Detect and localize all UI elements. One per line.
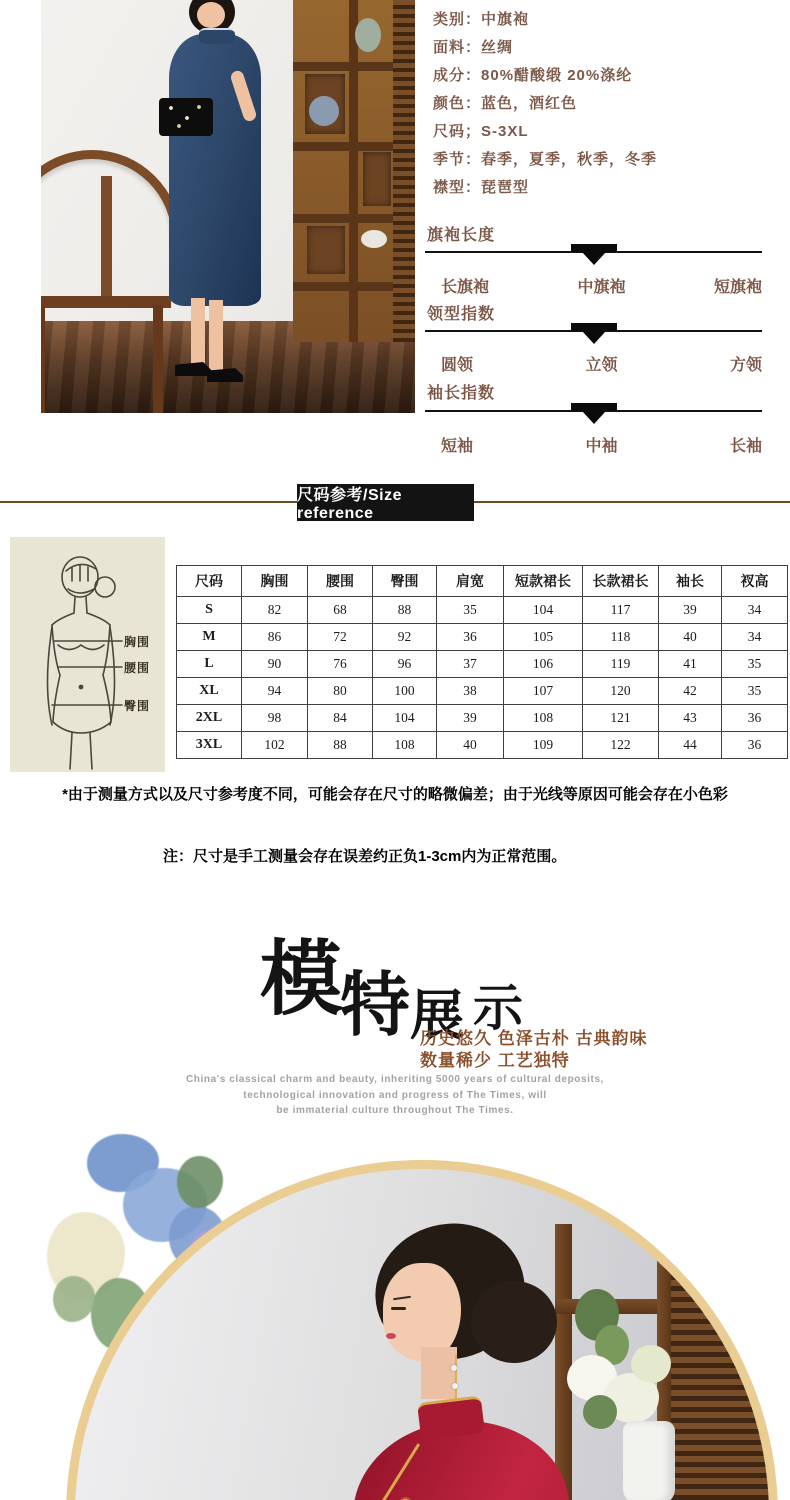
table-cell: 43: [659, 705, 722, 732]
english-line: technological innovation and progress of The Times, will: [243, 1089, 547, 1101]
model-eye: [391, 1307, 406, 1310]
table-cell: 40: [659, 624, 722, 651]
table-cell: 86: [242, 624, 308, 651]
table-cell: 41: [659, 651, 722, 678]
shelf-opening: [307, 226, 345, 274]
model-face: [197, 2, 225, 28]
slider-marker-arrow-icon: [582, 331, 606, 344]
table-cell: 108: [373, 732, 437, 759]
header-cell: 臀围: [373, 566, 437, 597]
table-cell: 90: [242, 651, 308, 678]
size-chart-table: [176, 565, 788, 759]
table-cell: 84: [308, 705, 373, 732]
table-cell: 92: [373, 624, 437, 651]
shelf-bar: [349, 0, 358, 342]
subtitle-line-1: 历史悠久 色泽古朴 古典韵味: [420, 1029, 648, 1048]
mandarin-collar: [417, 1395, 485, 1441]
slider-option-selected: 中袖: [585, 438, 618, 455]
slider-option-selected: 中旗袍: [577, 279, 626, 296]
figure-label-waist: 腰围: [124, 661, 151, 675]
table-cell: 120: [583, 678, 659, 705]
slider-marker-arrow-icon: [582, 252, 606, 265]
model-leg: [209, 300, 223, 370]
slider-marker: [571, 244, 617, 252]
chair-splat: [101, 176, 112, 304]
calligraphy-char-te: 特: [340, 963, 410, 1046]
table-cell: 104: [373, 705, 437, 732]
black-floral-clutch: [159, 98, 213, 136]
table-cell: 82: [242, 597, 308, 624]
slider-marker: [571, 323, 617, 331]
table-cell: 3XL: [177, 732, 242, 759]
table-cell: 94: [242, 678, 308, 705]
table-cell: 72: [308, 624, 373, 651]
flower-leaves: [583, 1395, 617, 1429]
table-cell: 108: [504, 705, 583, 732]
leaf-blob: [53, 1276, 95, 1322]
slider-track-sleeve: [425, 410, 762, 412]
table-cell: 96: [373, 651, 437, 678]
table-cell: 117: [583, 597, 659, 624]
lattice-panel: [671, 1269, 778, 1500]
table-cell: XL: [177, 678, 242, 705]
gourd-vase: [355, 18, 381, 52]
slider-option: 短袖: [441, 438, 474, 455]
table-cell: 109: [504, 732, 583, 759]
measurement-tolerance-note: 注：尺寸是手工测量会存在误差约正负1-3cm内为正常范围。: [163, 848, 567, 865]
table-cell: 76: [308, 651, 373, 678]
slider-option: 长旗袍: [441, 279, 490, 296]
chair-seat: [41, 296, 171, 308]
product-photo-blue-qipao: [41, 0, 415, 413]
model-neck: [421, 1347, 457, 1399]
table-cell: 68: [308, 597, 373, 624]
model-leg: [191, 298, 205, 370]
table-cell: 107: [504, 678, 583, 705]
english-description: [100, 1072, 690, 1119]
attr-fabric: 面料：丝绸: [433, 39, 514, 56]
table-row: [177, 732, 788, 759]
table-cell: 106: [504, 651, 583, 678]
lattice-panel: [393, 0, 415, 342]
slider-option-selected: 立领: [585, 357, 618, 374]
measurement-disclaimer: *由于测量方式以及尺寸参考度不同，可能会存在尺寸的略微偏差；由于光线等原因可能会存在小色彩: [62, 786, 728, 803]
size-reference-banner: 尺码参考/Size reference: [297, 484, 474, 521]
table-cell: 100: [373, 678, 437, 705]
calligraphy-char-shi: 示: [473, 978, 523, 1037]
table-header-row: [177, 566, 788, 597]
figure-label-hip: 臀围: [124, 699, 151, 713]
qipao-collar: [199, 28, 235, 44]
attr-placket: 襟型：琵琶型: [433, 179, 530, 196]
table-cell: 105: [504, 624, 583, 651]
table-cell: 35: [722, 651, 788, 678]
table-cell: 39: [659, 597, 722, 624]
english-line: China's classical charm and beauty, inheriting 5000 years of cultural deposits,: [185, 1074, 605, 1085]
slider-track-length: [425, 251, 762, 253]
calligraphy-char-zhan: 展: [410, 983, 464, 1047]
model-hair-bun: [471, 1281, 557, 1363]
attr-season: 季节：春季，夏季，秋季，冬季: [433, 151, 658, 168]
header-cell: 胸围: [242, 566, 308, 597]
white-vase: [623, 1421, 675, 1500]
table-cell: 102: [242, 732, 308, 759]
body-sketch-drawing: [10, 537, 165, 772]
header-cell: 尺码: [177, 566, 242, 597]
earring-pearl: [452, 1383, 458, 1389]
table-row: [177, 624, 788, 651]
table-cell: 36: [437, 624, 504, 651]
measurement-figure-sketch: [10, 537, 165, 772]
slider-labels-sleeve: [425, 433, 762, 456]
table-cell: 36: [722, 732, 788, 759]
attr-category: 类别：中旗袍: [433, 11, 530, 28]
table-cell: 98: [242, 705, 308, 732]
table-cell: 42: [659, 678, 722, 705]
header-cell: 长款裙长: [583, 566, 659, 597]
model-lips: [386, 1333, 396, 1339]
table-cell: 88: [308, 732, 373, 759]
chair-leg: [41, 305, 45, 413]
table-cell: 34: [722, 597, 788, 624]
figure-label-bust: 胸围: [124, 635, 151, 649]
table-cell: 35: [437, 597, 504, 624]
slider-option: 短旗袍: [713, 279, 762, 296]
slider-labels-collar: [425, 352, 762, 375]
navy-qipao-dress: [169, 34, 261, 306]
slider-option: 方领: [729, 357, 762, 374]
subtitle-line-2: 数量稀少 工艺独特: [420, 1051, 570, 1070]
slider-marker-arrow-icon: [582, 411, 606, 424]
table-cell: 104: [504, 597, 583, 624]
table-cell: 34: [722, 624, 788, 651]
table-cell: L: [177, 651, 242, 678]
earring-pearl: [451, 1365, 457, 1371]
table-cell: 121: [583, 705, 659, 732]
attr-size: 尺码；S-3XL: [433, 123, 529, 140]
slider-track-collar: [425, 330, 762, 332]
header-cell: 腰围: [308, 566, 373, 597]
table-cell: 2XL: [177, 705, 242, 732]
table-cell: 39: [437, 705, 504, 732]
shelf-post: [555, 1224, 572, 1500]
table-cell: 122: [583, 732, 659, 759]
table-row: [177, 678, 788, 705]
table-cell: 35: [722, 678, 788, 705]
table-cell: 119: [583, 651, 659, 678]
table-row: [177, 597, 788, 624]
slider-option: 圆领: [441, 357, 474, 374]
table-cell: M: [177, 624, 242, 651]
header-cell: 肩宽: [437, 566, 504, 597]
slider-title-collar: 领型指数: [427, 306, 496, 323]
header-cell: 短款裙长: [504, 566, 583, 597]
slider-title-length: 旗袍长度: [427, 227, 496, 244]
header-cell: 衩高: [722, 566, 788, 597]
header-cell: 袖长: [659, 566, 722, 597]
table-cell: 80: [308, 678, 373, 705]
english-line: be immaterial culture throughout The Times.: [276, 1105, 514, 1116]
table-cell: 118: [583, 624, 659, 651]
slider-labels-length: [425, 274, 762, 297]
white-flowers: [631, 1345, 671, 1383]
table-cell: 44: [659, 732, 722, 759]
slider-marker: [571, 403, 617, 411]
teapot: [361, 230, 387, 248]
table-row: [177, 705, 788, 732]
chair-leg: [153, 305, 163, 413]
table-cell: 40: [437, 732, 504, 759]
attr-color: 颜色：蓝色，酒红色: [433, 95, 578, 112]
table-row: [177, 651, 788, 678]
slider-title-sleeve: 袖长指数: [427, 385, 496, 402]
table-cell: 37: [437, 651, 504, 678]
table-cell: 38: [437, 678, 504, 705]
shelf-opening: [363, 152, 391, 206]
leaf-blob: [177, 1156, 223, 1208]
table-cell: S: [177, 597, 242, 624]
wooden-display-shelf: [293, 0, 415, 342]
table-cell: 36: [722, 705, 788, 732]
porcelain-plate: [309, 96, 339, 126]
slider-option: 长袖: [729, 438, 762, 455]
table-cell: 88: [373, 597, 437, 624]
calligraphy-char-mo: 模: [260, 931, 343, 1027]
attr-composition: 成分：80%醋酸缎 20%涤纶: [433, 67, 633, 84]
